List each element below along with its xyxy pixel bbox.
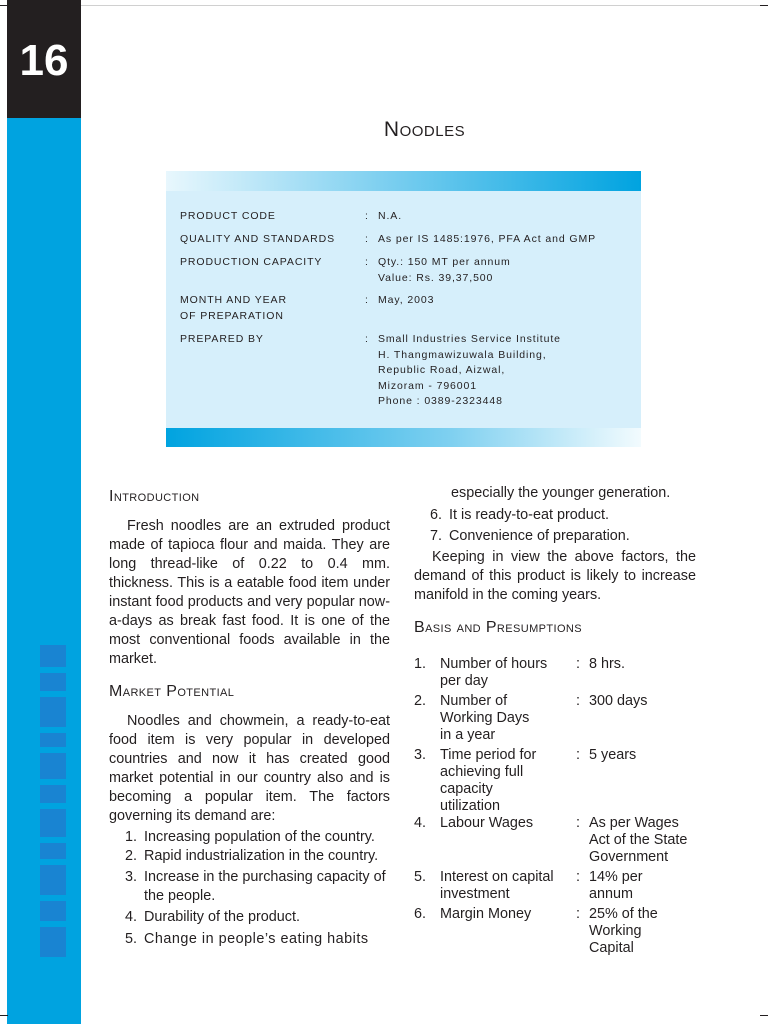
market-potential-conclusion: Keeping in view the above factors, the demand of this product is likely to increase manifold in the coming years. bbox=[414, 549, 696, 603]
info-box-bottom-band bbox=[166, 428, 641, 447]
left-column bbox=[109, 487, 390, 949]
row-label: Time period for achieving full capacity utilization bbox=[440, 747, 537, 814]
sidebar-watermark-text bbox=[18, 645, 78, 965]
row-number: 2. bbox=[414, 693, 427, 709]
row-label: Labour Wages bbox=[440, 815, 534, 831]
info-label: QUALITY AND STANDARDS bbox=[180, 233, 336, 245]
row-label: Margin Money bbox=[440, 906, 532, 922]
info-colon: : bbox=[365, 256, 369, 268]
row-colon: : bbox=[576, 747, 580, 763]
page-title: Noodles bbox=[383, 118, 466, 141]
market-potential-text: Noodles and chowmein, a ready-to-eat food item is very popular in developed countries and now it has created good market potential in our country also and is becoming a popular item. The factors governing its demand are: bbox=[109, 713, 390, 824]
row-value: 300 days bbox=[589, 693, 648, 709]
info-value: N.A. bbox=[378, 210, 403, 222]
introduction-text: Fresh noodles are an extruded product made of tapioca flour and maida. They are long thread-like of 0.22 to 0.4 mm. thickness. This is a eatable food item under instant food products and very popular now-a-days as break fast food. It is one of the most conventional foods available in the market. bbox=[109, 518, 390, 667]
row-colon: : bbox=[576, 815, 580, 831]
row-colon: : bbox=[576, 906, 580, 922]
row-colon: : bbox=[576, 693, 580, 709]
row-number: 6. bbox=[414, 906, 427, 922]
crop-mark bbox=[760, 1015, 768, 1016]
row-label: Number of Working Days in a year bbox=[440, 693, 530, 743]
list-item: 3. Increase in the purchasing capacity of the people. bbox=[125, 869, 386, 904]
info-colon: : bbox=[365, 294, 369, 306]
info-label: PRODUCTION CAPACITY bbox=[180, 256, 323, 268]
crop-mark bbox=[0, 1015, 8, 1016]
info-label: PRODUCT CODE bbox=[180, 210, 276, 222]
info-colon: : bbox=[365, 233, 369, 245]
row-value: 25% of the Working Capital bbox=[589, 906, 658, 956]
row-label: Interest on capital investment bbox=[440, 869, 554, 902]
list-item: 1. Increasing population of the country. bbox=[125, 829, 375, 845]
row-colon: : bbox=[576, 869, 580, 885]
info-value: As per IS 1485:1976, PFA Act and GMP bbox=[378, 233, 597, 245]
basis-heading: Basis and Presumptions bbox=[414, 619, 582, 636]
row-number: 5. bbox=[414, 869, 427, 885]
right-column bbox=[414, 484, 696, 637]
market-potential-heading: Market Potential bbox=[109, 683, 235, 700]
row-value: 14% per annum bbox=[589, 869, 643, 902]
row-colon: : bbox=[576, 656, 580, 672]
row-value: As per Wages Act of the State Government bbox=[589, 815, 688, 865]
info-colon: : bbox=[365, 210, 369, 222]
row-number: 4. bbox=[414, 815, 427, 831]
row-number: 3. bbox=[414, 747, 427, 763]
introduction-heading: Introduction bbox=[109, 488, 200, 505]
list-item-continuation: especially the younger generation. bbox=[451, 485, 671, 501]
crop-mark bbox=[760, 5, 768, 6]
list-item: 4. Durability of the product. bbox=[125, 909, 300, 925]
list-item: 2. Rapid industrialization in the country. bbox=[125, 848, 379, 864]
row-number: 1. bbox=[414, 656, 427, 672]
demand-factors-list-continued bbox=[414, 506, 696, 546]
list-item: 7. Convenience of preparation. bbox=[430, 528, 630, 544]
list-item: 5. Change in people’s eating habits bbox=[125, 931, 369, 947]
info-colon: : bbox=[365, 333, 369, 345]
top-rule bbox=[81, 5, 761, 6]
row-value: 5 years bbox=[589, 747, 637, 763]
info-value: Small Industries Service Institute H. Thangmawizuwala Building, Republic Road, Aizwal, Mizoram - 796001 Phone : 0389-2323448 bbox=[378, 333, 561, 407]
info-label: MONTH AND YEAR OF PREPARATION bbox=[180, 294, 287, 322]
info-box-top-band bbox=[166, 171, 641, 191]
row-label: Number of hours per day bbox=[440, 656, 548, 689]
info-label: PREPARED BY bbox=[180, 333, 264, 345]
info-value: Qty.: 150 MT per annum Value: Rs. 39,37,500 bbox=[378, 256, 511, 284]
product-info-box bbox=[166, 171, 641, 447]
row-value: 8 hrs. bbox=[589, 656, 625, 672]
demand-factors-list bbox=[109, 828, 390, 949]
info-value: May, 2003 bbox=[378, 294, 435, 306]
list-item: 6. It is ready-to-eat product. bbox=[430, 507, 609, 523]
page-number: 16 bbox=[19, 36, 69, 85]
crop-mark bbox=[0, 5, 8, 6]
